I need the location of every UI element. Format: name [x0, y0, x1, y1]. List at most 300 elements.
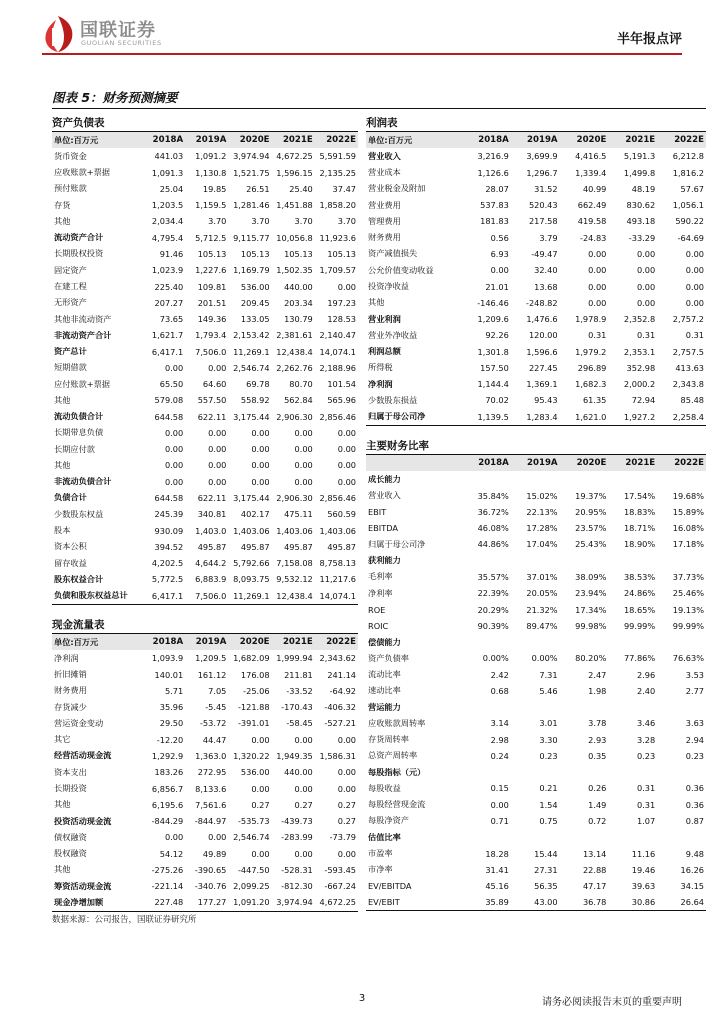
cell-value: 15.89%: [672, 506, 704, 517]
table-row: [366, 732, 706, 748]
row-label: 市盈率: [368, 848, 393, 858]
cell-value: 36.72%: [477, 506, 509, 517]
cell-value: 1,927.2: [608, 409, 657, 426]
cell-value: 2.77: [685, 685, 704, 696]
cell-value: 47.17: [582, 881, 607, 892]
cell-value: 5.46: [539, 685, 558, 696]
cell-value: 7,158.08: [276, 558, 313, 569]
cell-value: 0.00: [588, 297, 607, 308]
cell-value: 1,403.06: [233, 525, 270, 536]
table-row: [366, 230, 706, 246]
cell-value: 120.00: [528, 330, 558, 341]
row-label: ROIC: [368, 620, 389, 631]
cell-value: [462, 634, 511, 650]
cell-value: 5,712.5: [195, 232, 227, 243]
cell-value: 0.00: [490, 265, 509, 276]
table-row: [366, 488, 706, 504]
cell-value: 493.18: [626, 216, 656, 227]
cell-value: 644.58: [154, 492, 184, 503]
cell-value: 183.26: [154, 767, 184, 778]
cell-value: 352.98: [626, 362, 656, 373]
cell-value: 16.26: [680, 864, 704, 875]
logo-mark-icon: [38, 14, 78, 54]
row-label: 非流动负债合计: [54, 476, 112, 487]
column-header-year: 2021E: [272, 132, 315, 148]
cell-value: 0.00: [208, 427, 227, 438]
row-label: 股东权益合计: [54, 573, 104, 584]
table-row: [52, 441, 358, 457]
cell-value: 0.00: [337, 767, 356, 778]
cell-value: 296.89: [577, 362, 607, 373]
table-row: [366, 813, 706, 829]
row-label: 市净率: [368, 864, 393, 875]
cell-value: 1,621.0: [560, 409, 609, 426]
cell-value: [608, 829, 657, 845]
cell-value: 1,369.1: [526, 379, 558, 390]
table-row: [52, 474, 358, 490]
table-row: [366, 601, 706, 617]
cell-value: 0.31: [636, 783, 656, 794]
cell-value: 0.00: [294, 734, 313, 745]
cell-value: 4,416.5: [575, 151, 607, 162]
cell-value: 18.90%: [623, 539, 656, 550]
table-row: [52, 894, 358, 911]
row-label: 留存收益: [54, 557, 87, 568]
cell-value: 419.58: [577, 216, 607, 227]
cell-value: 0.00: [337, 427, 356, 438]
cell-value: 2.93: [588, 734, 607, 745]
table-row: [366, 797, 706, 813]
row-label: 管理费用: [368, 215, 401, 226]
cell-value: 1,858.20: [319, 200, 356, 211]
cell-value: 128.53: [327, 314, 356, 325]
cell-value: -5.45: [205, 702, 227, 713]
cell-value: 0.00%: [482, 653, 509, 664]
cell-value: 61.35: [582, 395, 607, 406]
cell-value: 2,757.2: [672, 314, 704, 325]
cell-value: -406.32: [324, 702, 356, 713]
cell-value: -146.46: [477, 297, 509, 308]
cell-value: 394.52: [154, 541, 184, 552]
cell-value: 0.31: [588, 330, 607, 341]
cell-value: 0.00: [294, 476, 313, 487]
table-category-row: [366, 699, 706, 715]
cell-value: 6,417.1: [142, 587, 185, 604]
cell-value: 5,591.59: [319, 151, 356, 162]
cell-value: 157.50: [480, 362, 509, 373]
cell-value: 6,417.1: [151, 346, 184, 357]
cell-value: 1,209.5: [195, 653, 227, 664]
cell-value: 0.31: [685, 330, 704, 341]
cell-value: 14,074.1: [315, 587, 358, 604]
row-label: 公允价值变动收益: [368, 264, 434, 275]
cell-value: 22.88: [582, 864, 607, 875]
cell-value: 3.78: [588, 718, 607, 729]
table-row: [366, 165, 706, 181]
cell-value: 17.04%: [526, 539, 558, 550]
table-row: [52, 539, 358, 555]
cell-value: [511, 699, 560, 715]
cell-value: -33.52: [286, 685, 313, 696]
cell-value: 1,502.35: [276, 265, 313, 276]
row-label: 营运能力: [368, 701, 401, 712]
table-row: [52, 813, 358, 829]
row-label: 其他: [54, 215, 71, 226]
financial-ratios-section: [366, 438, 706, 911]
cell-value: 21.32%: [526, 604, 558, 615]
cell-value: 4,202.5: [151, 558, 184, 569]
table-row: [52, 650, 358, 666]
row-label: 获利能力: [368, 555, 401, 566]
cell-value: -170.43: [281, 702, 313, 713]
cell-value: 13.14: [582, 848, 607, 859]
cell-value: 2,153.42: [233, 330, 270, 341]
cash-flow-section: [52, 617, 358, 912]
row-label: 存货周转率: [368, 734, 409, 745]
row-label: 其他非流动资产: [54, 313, 112, 324]
cell-value: 495.87: [197, 541, 227, 552]
cell-value: 34.15: [680, 881, 704, 892]
cell-value: 3.79: [539, 232, 558, 243]
cell-value: 0.00: [337, 444, 356, 455]
table-row: [52, 829, 358, 845]
cell-value: 0.27: [337, 816, 356, 827]
row-label: 营业收入: [368, 490, 401, 501]
cell-value: [560, 699, 609, 715]
cell-value: 0.56: [490, 232, 509, 243]
cell-value: -12.20: [156, 734, 184, 745]
cell-value: 2,188.96: [319, 362, 356, 373]
cell-value: 1,999.94: [276, 653, 313, 664]
cell-value: 1,403.06: [276, 525, 313, 536]
row-label: EBIT: [368, 506, 387, 517]
cell-value: [608, 471, 657, 487]
cell-value: 65.50: [159, 379, 184, 390]
cell-value: 0.00: [294, 460, 313, 471]
cell-value: 1,023.9: [151, 265, 184, 276]
cell-value: 560.59: [327, 509, 356, 520]
cell-value: 105.13: [240, 248, 270, 259]
cell-value: 1,283.4: [511, 409, 560, 426]
cell-value: 133.05: [240, 314, 270, 325]
cell-value: 3,699.9: [526, 151, 558, 162]
cell-value: 35.84%: [477, 490, 509, 501]
row-label: 营业费用: [368, 199, 401, 210]
cell-value: 413.63: [675, 362, 704, 373]
cell-value: 0.00: [294, 783, 313, 794]
cell-value: 17.28%: [526, 523, 558, 534]
column-header-year: 2022E: [315, 634, 358, 650]
cell-value: 17.34%: [575, 604, 607, 615]
cell-value: -535.73: [237, 816, 270, 827]
cell-value: 57.67: [680, 183, 704, 194]
cell-value: 3.70: [337, 216, 356, 227]
cell-value: 0.00: [337, 734, 356, 745]
cell-value: -275.26: [151, 864, 184, 875]
cell-value: 2,352.8: [623, 314, 656, 325]
cell-value: 4,672.25: [315, 894, 358, 911]
cell-value: [511, 553, 560, 569]
cell-value: 3,974.94: [272, 894, 315, 911]
cell-value: 177.27: [185, 894, 228, 911]
cell-value: 1,209.6: [477, 314, 509, 325]
cell-value: 6,856.7: [151, 783, 184, 794]
cell-value: 19.37%: [575, 490, 607, 501]
cell-value: 2,034.4: [151, 216, 184, 227]
cell-value: 38.53%: [623, 571, 656, 582]
table-header-row: [52, 132, 358, 148]
cell-value: 28.07: [485, 183, 509, 194]
balance-sheet-section: [52, 115, 358, 605]
row-label: EBITDA: [368, 523, 398, 534]
cell-value: 225.40: [154, 281, 184, 292]
row-label: 存货减少: [54, 701, 87, 712]
cell-value: 0.31: [636, 799, 656, 810]
row-label: 其他: [54, 394, 71, 405]
table-row: [52, 181, 358, 197]
cell-value: 3.30: [539, 734, 558, 745]
cell-value: 48.19: [631, 183, 656, 194]
cell-value: 140.01: [154, 669, 184, 680]
cell-value: 830.62: [626, 200, 656, 211]
cell-value: 207.27: [154, 297, 184, 308]
cell-value: 76.63%: [672, 653, 704, 664]
cell-value: 18.65%: [623, 604, 656, 615]
cell-value: [511, 764, 560, 780]
cell-value: -667.24: [324, 881, 356, 892]
row-label: 每股指标（元）: [368, 766, 426, 777]
row-label: 每股经营现金流: [368, 799, 426, 810]
cell-value: 38.09%: [575, 571, 607, 582]
cell-value: 0.00: [164, 362, 184, 373]
cell-value: [608, 553, 657, 569]
cell-value: 0.27: [337, 799, 356, 810]
cell-value: 2,343.8: [672, 379, 704, 390]
cell-value: 11.16: [631, 848, 656, 859]
row-label: 其他: [54, 799, 71, 810]
row-label: 归属于母公司净: [368, 538, 426, 549]
cell-value: 149.36: [197, 314, 227, 325]
row-label: 预付账款: [54, 183, 87, 194]
column-header-year: 2021E: [608, 132, 657, 148]
cell-value: [511, 471, 560, 487]
table-row: [366, 894, 706, 911]
cell-value: 1,281.46: [233, 200, 270, 211]
cell-value: 2,546.74: [233, 832, 270, 843]
table-row: [52, 213, 358, 229]
cell-value: 2.42: [490, 669, 509, 680]
cell-value: 85.48: [680, 395, 704, 406]
cell-value: [511, 829, 560, 845]
table-row: [52, 748, 358, 764]
cell-value: 0.00: [588, 281, 607, 292]
cell-value: 9,115.77: [233, 232, 270, 243]
row-label: 非流动资产合计: [54, 329, 112, 340]
cell-value: 37.01%: [526, 571, 558, 582]
cell-value: 49.89: [202, 848, 227, 859]
cell-value: 0.00: [337, 476, 356, 487]
table-row: [366, 520, 706, 536]
table-row: [366, 181, 706, 197]
row-label: 应收账款周转率: [368, 717, 426, 728]
cell-value: -844.97: [194, 816, 227, 827]
cell-value: 0.31: [636, 330, 656, 341]
cell-value: 0.00: [251, 848, 270, 859]
company-logo: [38, 14, 188, 54]
column-header-label: 单位:百万元: [52, 132, 142, 148]
cell-value: 0.00: [164, 476, 184, 487]
balance-sheet-title: 资产负债表: [52, 115, 358, 132]
cell-value: 19.46: [631, 864, 656, 875]
column-header-year: 2018A: [462, 455, 511, 471]
cell-value: 22.39%: [477, 588, 509, 599]
cell-value: 7,506.0: [185, 587, 228, 604]
cell-value: 29.50: [159, 718, 184, 729]
cell-value: 20.29%: [477, 604, 509, 615]
cell-value: 1.98: [588, 685, 607, 696]
cell-value: 14,074.1: [319, 346, 356, 357]
cell-value: 2,343.62: [319, 653, 356, 664]
table-row: [366, 213, 706, 229]
cell-value: 1,130.8: [195, 167, 227, 178]
table-row: [366, 585, 706, 601]
column-header-year: 2020E: [228, 634, 271, 650]
cell-value: 0.00: [685, 297, 704, 308]
cell-value: 5.71: [164, 685, 184, 696]
table-row: [52, 587, 358, 604]
column-header-year: 2018A: [142, 634, 185, 650]
row-label: 成长能力: [368, 473, 401, 484]
cell-value: 1,979.2: [575, 346, 607, 357]
cell-value: 105.13: [197, 248, 227, 259]
table-row: [366, 748, 706, 764]
cell-value: 2,140.47: [319, 330, 356, 341]
cell-value: 0.00: [251, 476, 270, 487]
table-row: [52, 845, 358, 861]
row-label: 其它: [54, 734, 71, 745]
row-label: 财务费用: [54, 685, 87, 696]
cell-value: 27.31: [534, 864, 558, 875]
cell-value: 1.54: [539, 799, 558, 810]
cell-value: 24.86%: [623, 588, 656, 599]
cell-value: 23.57%: [575, 523, 607, 534]
cell-value: 99.98%: [575, 620, 607, 631]
cell-value: -283.99: [281, 832, 313, 843]
table-row: [366, 409, 706, 426]
table-row: [52, 862, 358, 878]
cell-value: 4,672.25: [276, 151, 313, 162]
row-label: 营业税金及附加: [368, 183, 426, 194]
row-label: 营业收入: [368, 150, 401, 161]
cell-value: 0.00: [208, 444, 227, 455]
balance-sheet-table: [52, 132, 358, 605]
income-statement-section: [366, 115, 706, 426]
cell-value: 35.96: [159, 702, 184, 713]
row-label: 长期应付款: [54, 443, 95, 454]
footer-disclaimer: 请务必阅读报告末页的重要声明: [542, 997, 682, 1008]
cell-value: 1,499.8: [623, 167, 656, 178]
cell-value: 56.35: [534, 881, 558, 892]
column-header-year: 2022E: [657, 455, 706, 471]
table-row: [366, 278, 706, 294]
cell-value: 1,621.7: [151, 330, 184, 341]
column-header-label: 单位:百万元: [52, 634, 142, 650]
cell-value: 2,353.1: [623, 346, 656, 357]
cell-value: 0.00: [294, 444, 313, 455]
cell-value: 15.02%: [526, 490, 558, 501]
cell-value: [608, 764, 657, 780]
table-row: [366, 845, 706, 861]
row-label: 资产负债率: [368, 652, 409, 663]
cell-value: 0.23: [539, 750, 558, 761]
cell-value: 2,856.46: [319, 492, 356, 503]
table-row: [52, 667, 358, 683]
cell-value: -64.69: [677, 232, 704, 243]
table-row: [52, 165, 358, 181]
page-number: 3: [358, 993, 366, 1004]
cell-value: 54.12: [159, 848, 184, 859]
cell-value: 3.01: [539, 718, 558, 729]
table-row: [52, 699, 358, 715]
table-row: [366, 262, 706, 278]
table-row: [52, 197, 358, 213]
cell-value: 562.84: [284, 395, 313, 406]
cell-value: [560, 471, 609, 487]
cell-value: 20.95%: [575, 506, 607, 517]
cell-value: 0.72: [588, 815, 607, 826]
cell-value: 1,091.3: [151, 167, 184, 178]
cell-value: 30.86: [608, 894, 657, 911]
table-row: [52, 571, 358, 587]
cell-value: 7,561.6: [195, 799, 227, 810]
cell-value: 91.46: [159, 248, 184, 259]
cell-value: 662.49: [577, 200, 607, 211]
cell-value: 197.23: [327, 297, 356, 308]
cell-value: 0.87: [685, 815, 704, 826]
cell-value: [657, 634, 706, 650]
cell-value: 0.00%: [531, 653, 558, 664]
cell-value: 6,212.8: [672, 151, 704, 162]
column-header-year: 2022E: [315, 132, 358, 148]
cell-value: 1,320.22: [233, 750, 270, 761]
cell-value: 0.00: [337, 848, 356, 859]
cell-value: 26.64: [657, 894, 706, 911]
cell-value: 0.00: [251, 427, 270, 438]
cell-value: 0.35: [588, 750, 607, 761]
cell-value: 209.45: [240, 297, 270, 308]
figure-title-divider: [52, 108, 706, 109]
cell-value: 80.70: [289, 379, 313, 390]
cell-value: 37.47: [332, 183, 356, 194]
cell-value: 565.96: [327, 395, 356, 406]
report-type: 半年报点评: [616, 32, 682, 47]
row-label: 流动负债合计: [54, 411, 104, 422]
cell-value: 644.58: [154, 411, 184, 422]
table-row: [52, 764, 358, 780]
table-row: [52, 392, 358, 408]
data-source-note: 数据来源：公司报告，国联证券研究所: [52, 915, 197, 925]
cell-value: [462, 699, 511, 715]
cell-value: 2,856.46: [319, 411, 356, 422]
cell-value: -49.47: [531, 248, 558, 259]
row-label: 股权融资: [54, 848, 87, 859]
cell-value: 20.05%: [526, 588, 558, 599]
table-category-row: [366, 764, 706, 780]
cell-value: 70.02: [485, 395, 509, 406]
cell-value: 0.23: [685, 750, 704, 761]
cell-value: 1,586.31: [319, 750, 356, 761]
cell-value: 25.43%: [575, 539, 607, 550]
